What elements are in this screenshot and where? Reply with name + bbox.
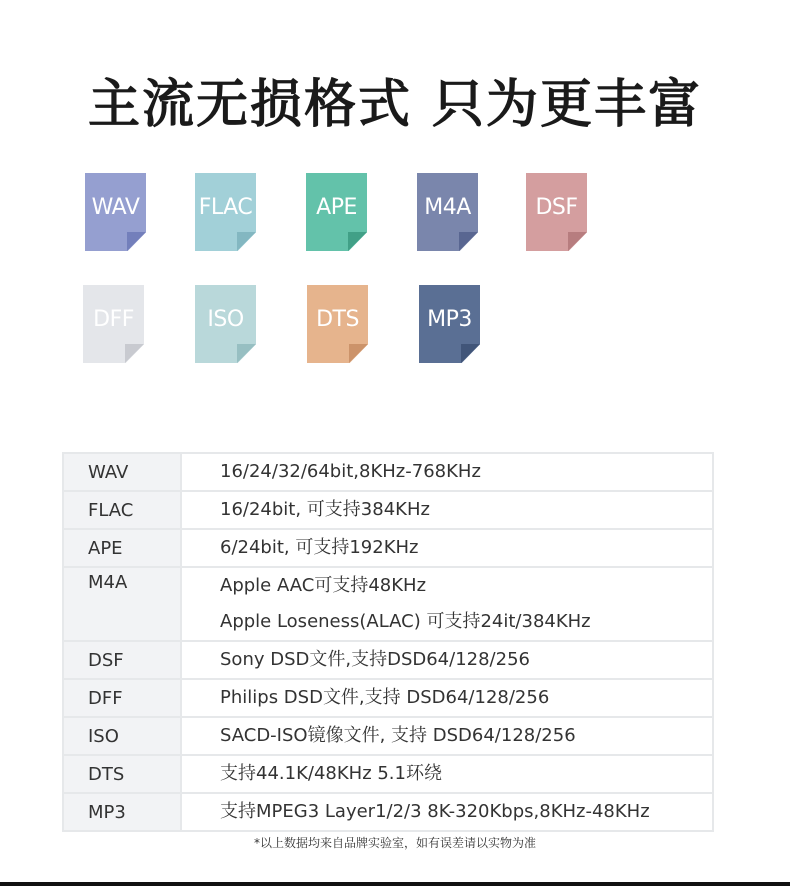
table-row — [63, 755, 713, 793]
format-desc-line: Philips DSD文件,支持 DSD64/128/256 — [220, 687, 550, 708]
table-row — [63, 567, 713, 641]
m4a-file-icon — [417, 173, 478, 251]
format-desc-cell — [181, 453, 713, 491]
format-desc-cell — [181, 567, 713, 641]
flac-file-icon — [195, 173, 256, 251]
format-desc-cell — [181, 755, 713, 793]
bottom-divider — [0, 882, 790, 886]
file-icon-fold — [127, 232, 146, 251]
file-icon-label: APE — [316, 195, 357, 220]
format-desc-line: Apple Loseness(ALAC) 可支持24it/384KHz — [220, 611, 591, 632]
format-desc-line: 支持MPEG3 Layer1/2/3 8K-320Kbps,8KHz-48KHz — [220, 801, 650, 822]
table-row — [63, 491, 713, 529]
file-icon-label: FLAC — [198, 195, 253, 220]
file-icon-fold — [459, 232, 478, 251]
dff-file-icon — [83, 285, 144, 363]
format-desc-cell — [181, 641, 713, 679]
disclaimer-footnote: *以上数据均来自品牌实验室，如有误差请以实物为准 — [253, 836, 536, 850]
format-desc-cell — [181, 679, 713, 717]
file-icon-label: DFF — [93, 307, 134, 332]
ape-file-icon — [306, 173, 367, 251]
file-icon-label: MP3 — [427, 307, 472, 332]
format-name-cell: WAV — [63, 453, 181, 491]
format-name-cell: DSF — [63, 641, 181, 679]
format-name-cell: DTS — [63, 755, 181, 793]
wav-file-icon — [85, 173, 146, 251]
file-icon-fold — [461, 344, 480, 363]
format-name-cell: FLAC — [63, 491, 181, 529]
format-name-cell: APE — [63, 529, 181, 567]
file-icon-label: WAV — [91, 195, 140, 220]
format-name-cell: DFF — [63, 679, 181, 717]
file-icon-label: M4A — [424, 195, 471, 220]
format-desc-line: 16/24/32/64bit,8KHz-768KHz — [220, 461, 481, 482]
format-name-cell: ISO — [63, 717, 181, 755]
format-desc-line: 16/24bit, 可支持384KHz — [220, 499, 430, 520]
file-icon-label: DTS — [316, 307, 359, 332]
dts-file-icon — [307, 285, 368, 363]
format-desc-cell — [181, 491, 713, 529]
dsf-file-icon — [526, 173, 587, 251]
format-icon-grid — [0, 0, 790, 400]
table-row — [63, 679, 713, 717]
file-icon-fold — [348, 232, 367, 251]
file-icon-fold — [125, 344, 144, 363]
format-desc-line: 支持44.1K/48KHz 5.1环绕 — [220, 763, 442, 784]
format-desc-cell — [181, 529, 713, 567]
table-row — [63, 641, 713, 679]
table-row — [63, 793, 713, 831]
iso-file-icon — [195, 285, 256, 363]
format-desc-cell — [181, 717, 713, 755]
table-row — [63, 529, 713, 567]
format-desc-line: 6/24bit, 可支持192KHz — [220, 537, 419, 558]
file-icon-label: ISO — [207, 307, 244, 332]
file-icon-fold — [237, 344, 256, 363]
format-name-cell: M4A — [63, 567, 181, 641]
format-name-cell: MP3 — [63, 793, 181, 831]
file-icon-fold — [349, 344, 368, 363]
format-desc-cell — [181, 793, 713, 831]
file-icon-label: DSF — [535, 195, 578, 220]
file-icon-fold — [237, 232, 256, 251]
table-row — [63, 453, 713, 491]
format-desc-line: SACD-ISO镜像文件, 支持 DSD64/128/256 — [220, 725, 576, 746]
mp3-file-icon — [419, 285, 480, 363]
format-desc-line: Sony DSD文件,支持DSD64/128/256 — [220, 649, 530, 670]
format-spec-table — [62, 452, 714, 832]
format-desc-line: Apple AAC可支持48KHz — [220, 575, 427, 596]
page-title: 主流无损格式 只为更丰富 — [87, 74, 703, 135]
table-row — [63, 717, 713, 755]
